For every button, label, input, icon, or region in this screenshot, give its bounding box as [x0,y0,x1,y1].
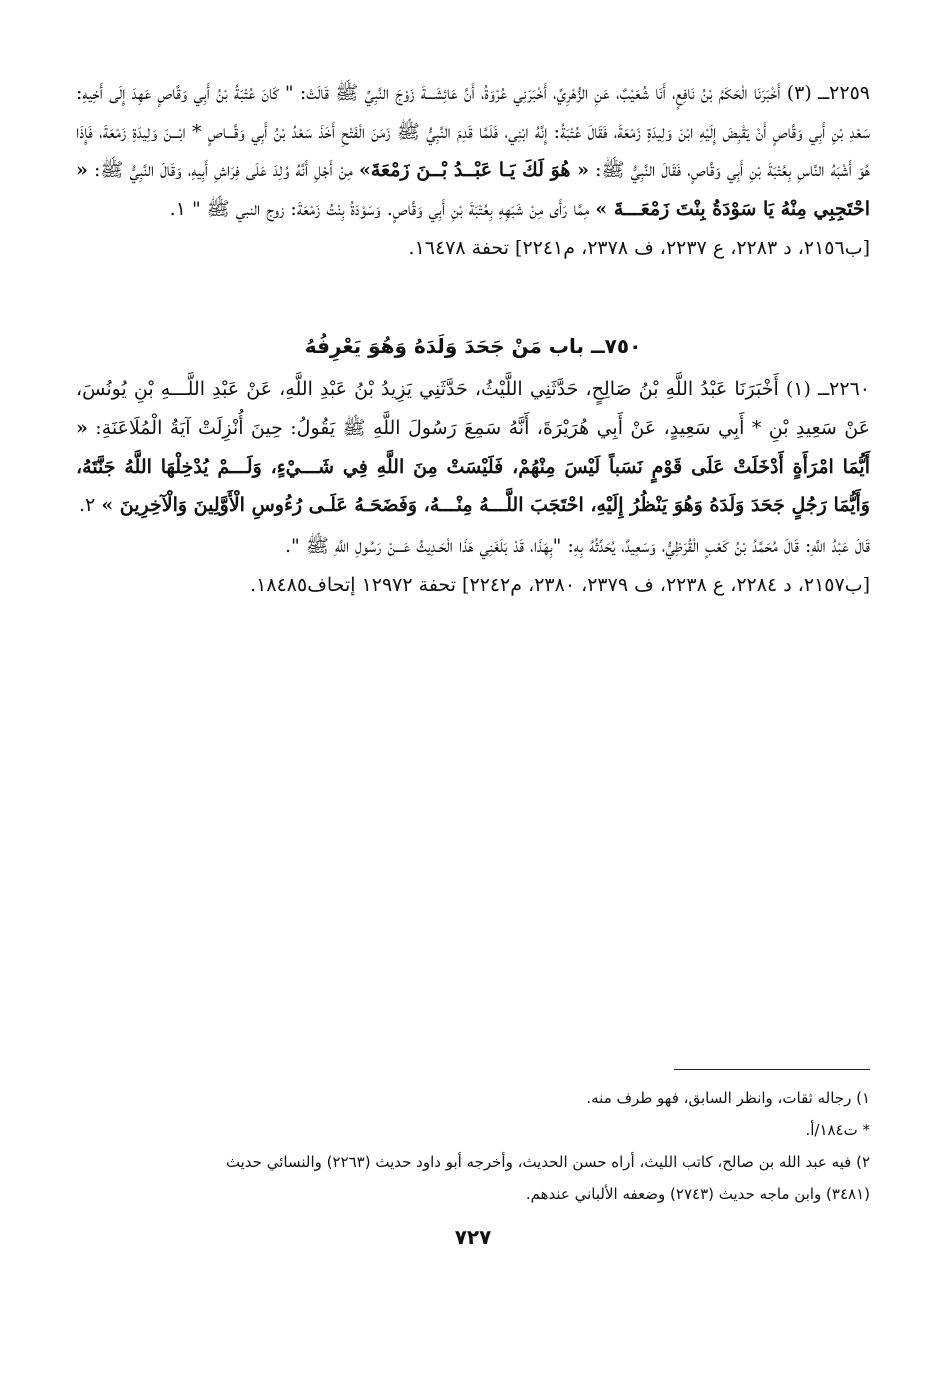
hadith-2259-text-2: مِنْ أَجْلِ أَنَّهُ وُلِدَ عَلَى فِرَاشِ أَبِيهِ، وَقَالَ النَّبِيُّ ﷺ: [87,159,359,182]
hadith-2259-reference: [ب٢١٥٦، د ٢٢٨٣، ع ٢٢٣٧، ف ٢٣٧٨، م٢٢٤١] تحفة ١٦٤٧٨. [408,237,870,260]
main-text [76,74,870,603]
hadith-2259 [76,74,870,228]
hadith-2260-reference: [ب٢١٥٧، د ٢٢٨٤، ع ٢٢٣٨، ف ٢٣٧٩، ٢٣٨٠، م٢٢٤٢] تحفة ١٢٩٧٢ إتحاف١٨٤٨٥. [250,573,870,596]
chapter-title: ٧٥٠ــ باب مَنْ جَحَدَ وَلَدَهُ وَهُوَ يَعْرِفُهُ [304,334,642,359]
hadith-2259-text-3: مِمَّا رَأَى مِنْ شَبَهِهِ بِعُتْبَةَ بْنِ أَبِي وَقَّاصٍ. وَسَوْدَةُ بِنْتُ زَمْعَةَ: زوج النبي ﷺ " ١. [169,197,596,220]
hadith-2259-text-1: ٢٢٥٩ــ (٣) أَخْبَرَنَا الْحَكَمُ بْنُ نَافِعٍ، أَنَا شُعَيْبٌ، عَنِ الزُّهْرِيِّ، أَخْبَرَنِي عُرْوَةُ، أَنَّ عَائِشَـــةَ زَوْجَ النَّبِيِّ ﷺ قَالَتْ: " كَانَ عُتْبَةُ بْنُ أَبِي وَقَّاصٍ عَهِدَ إِلَى أَخِيهِ: سَعْدِ بْنِ أَبِي وَقَّاصٍ أَنْ يَقْبِضَ إِلَيْهِ ابْنَ وَلِيدَةِ زَمْعَةَ، فَقَالَ عُتْبَةُ: إِنَّهُ ابْنِي، فَلَمَّا قَدِمَ النَّبِيُّ ﷺ زَمَنَ الْفَتْحِ أَخَذَ سَعْدُ بْنُ أَبِي وَقَّـــاصٍ * ابْـــنَ وَلِيدَةِ زَمْعَةَ، فَإِذَا هُوَ أَشْبَهُ النَّاسِ بِعُتْبَةَ بْنِ أَبِي وَقَّاصٍ، فَقَالَ النَّبِيُّ ﷺ: [76,82,871,182]
hadith-2260-quote: « أَيُّمَا امْرَأَةٍ أَدْخَلَتْ عَلَى قَوْمٍ نَسَباً لَيْسَ مِنْهُمْ، فَلَيْسَتْ مِنَ اللَّهِ فِي شَـــيْءٍ، وَلَـــمْ يُدْخِلْهَا اللَّهُ جَنَّتَهُ، وَأَيُّمَا رَجُلٍ جَحَدَ وَلَدَهُ وَهُوَ يَنْظُرُ إِلَيْهِ، احْتَجَبَ اللَّـــهُ مِنْـــهُ، وَفَضَحَـهُ عَلَـى رُءُوسِ الْأَوَّلِينَ وَالْآخِرِينَ » [76,416,870,517]
footnotes [76,1082,870,1210]
footnote-star: * ت١٨٤/أ. [805,1121,870,1139]
hadith-2259-quote-2: « احْتَجِبِي مِنْهُ يَا سَوْدَةُ بِنْتَ زَمْعَـــةَ » [76,159,870,220]
hadith-2260 [76,370,870,524]
hadith-2259-quote-1: « هُوَ لَكَ يَـا عَبْــدُ بْــنَ زَمْعَةَ» [359,159,590,182]
hadith-2260-text-1: ٢٢٦٠ــ (١) أَخْبَرَنَا عَبْدُ اللَّهِ بْنُ صَالِحٍ، حَدَّثَنِي اللَّيْثُ، حَدَّثَنِي يَزِيدُ بْنُ عَبْدِ اللَّهِ، عَنْ عَبْدِ اللَّـــهِ بْنِ يُونُسَ، عَنْ سَعِيدِ بْنِ * أَبِي سَعِيدٍ، عَنْ أَبِي هُرَيْرَةَ، أَنَّهُ سَمِعَ رَسُولَ اللَّهِ ﷺ يَقُولُ: حِينَ أُنْزِلَتْ آيَةُ الْمُلَاعَنَةِ: [76,378,870,439]
footnote-divider [674,1069,870,1070]
hadith-2260-text-2: ٢. [79,494,102,517]
hadith-2260-saying: قَالَ عَبْدُ اللَّهِ: قَالَ مُحَمَّدُ بْنُ كَعْبٍ الْقُرَظِيُّ، وَسَعِيدٌ، يُحَدِّثُهُ بِهِ: "بِهَذَا، قَدْ بَلَغَنِي هَذَا الْحَـدِيثُ عَـــنْ رَسُولِ اللَّهِ ﷺ ". [285,534,870,557]
page-number: ٧٢٧ [454,1225,492,1249]
footnote-2-line-1: ٢) فيه عبد الله بن صالح، كاتب الليث، أراه حسن الحديث، وأخرجه أبو داود حديث (٢٢٦٣) والنسائي حديث [225,1153,870,1171]
footnote-2-line-2: (٣٤٨١) وابن ماجه حديث (٢٧٤٣) وضعفه الألباني عندهم. [525,1185,870,1203]
footnote-1: ١) رجاله ثقات، وانظر السابق، فهو طرف منه. [586,1089,870,1107]
